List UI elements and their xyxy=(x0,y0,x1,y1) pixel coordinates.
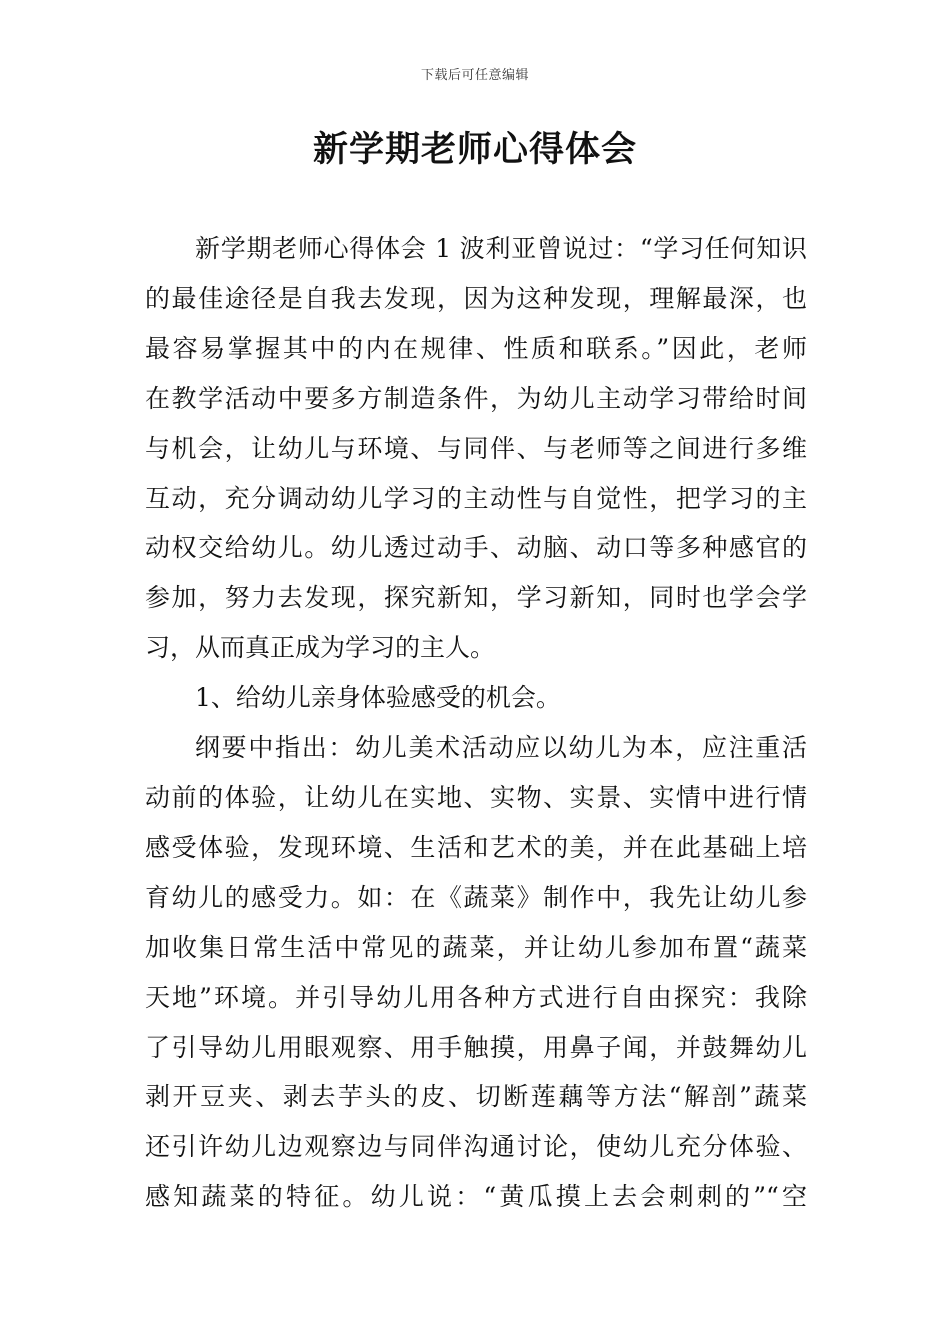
paragraph-line: 参加，努力去发现，探究新知，学习新知，同时也学会学 xyxy=(145,583,807,613)
paragraph-line: 最容易掌握其中的内在规律、性质和联系。”因此，老师 xyxy=(145,333,807,363)
paragraph-line: 动权交给幼儿。幼儿透过动手、动脑、动口等多种感官的 xyxy=(145,533,807,563)
paragraph-1 xyxy=(145,224,807,673)
paragraph-line: 天地”环境。并引导幼儿用各种方式进行自由探究：我除 xyxy=(145,982,807,1012)
paragraph-line: 纲要中指出：幼儿美术活动应以幼儿为本，应注重活 xyxy=(195,733,807,763)
paragraph-line: 育幼儿的感受力。如：在《蔬菜》制作中，我先让幼儿参 xyxy=(145,882,807,912)
paragraph-line: 加收集日常生活中常见的蔬菜，并让幼儿参加布置“蔬菜 xyxy=(145,932,807,962)
paragraph-line: 习，从而真正成为学习的主人。 xyxy=(145,633,496,663)
document-body xyxy=(145,224,807,1222)
paragraph-line: 在教学活动中要多方制造条件，为幼儿主动学习带给时间 xyxy=(145,383,807,413)
paragraph-line: 还引许幼儿边观察边与同伴沟通讨论，使幼儿充分体验、 xyxy=(145,1132,807,1162)
page-header-note: 下载后可任意编辑 xyxy=(420,68,529,83)
paragraph-line: 动前的体验，让幼儿在实地、实物、实景、实情中进行情 xyxy=(145,782,807,812)
paragraph-line: 感受体验，发现环境、生活和艺术的美，并在此基础上培 xyxy=(145,832,807,862)
document-title: 新学期老师心得体会 xyxy=(312,130,637,170)
paragraph-3 xyxy=(145,723,807,1222)
paragraph-line: 剥开豆夹、剥去芋头的皮、切断莲藕等方法“解剖”蔬菜 xyxy=(145,1082,807,1112)
paragraph-line: 1、给幼儿亲身体验感受的机会。 xyxy=(195,683,561,713)
paragraph-line: 互动，充分调动幼儿学习的主动性与自觉性，把学习的主 xyxy=(145,483,807,513)
paragraph-2-heading xyxy=(145,673,807,723)
paragraph-line: 的最佳途径是自我去发现，因为这种发现，理解最深，也 xyxy=(145,283,807,313)
paragraph-line: 与机会，让幼儿与环境、与同伴、与老师等之间进行多维 xyxy=(145,433,807,463)
paragraph-line: 了引导幼儿用眼观察、用手触摸，用鼻子闻，并鼓舞幼儿 xyxy=(145,1032,807,1062)
paragraph-line: 感知蔬菜的特征。幼儿说：“黄瓜摸上去会刺刺的”“空 xyxy=(145,1182,807,1212)
paragraph-line: 新学期老师心得体会 1 波利亚曾说过：“学习任何知识 xyxy=(195,234,807,263)
